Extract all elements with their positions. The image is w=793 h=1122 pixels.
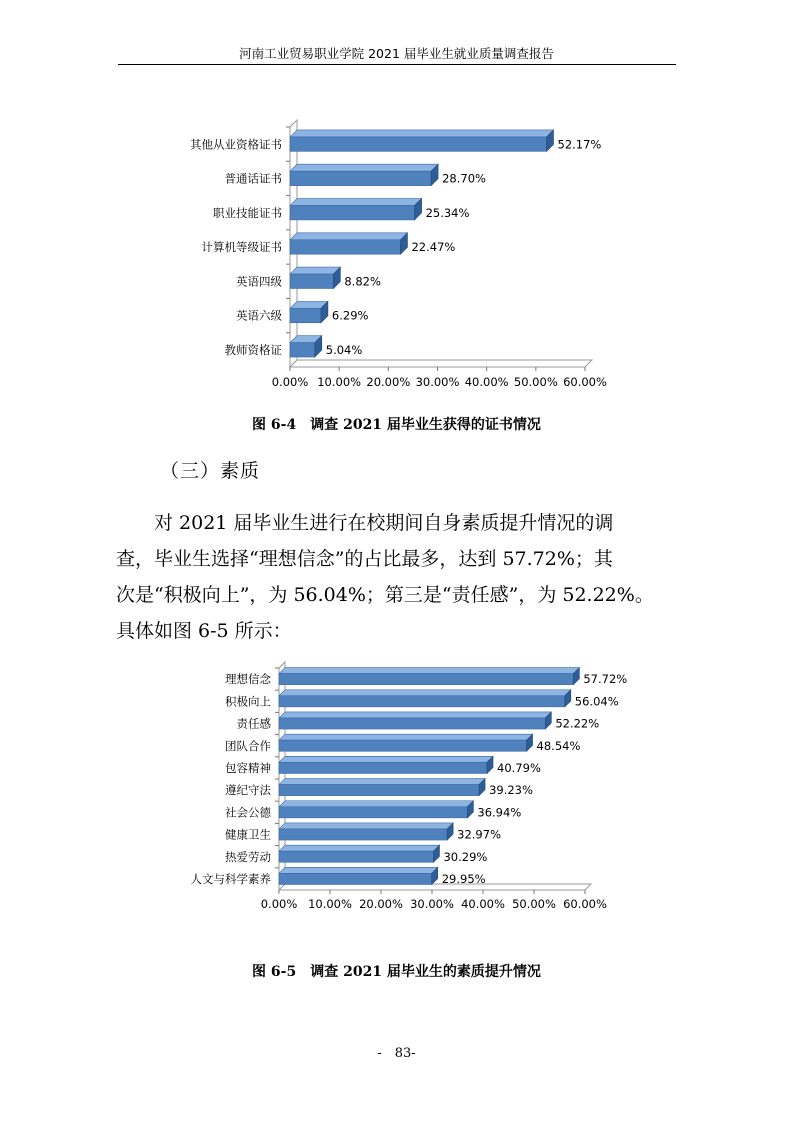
value-label: 48.54% (536, 738, 581, 753)
bar (279, 696, 565, 707)
value-label: 40.79% (497, 761, 541, 776)
value-label: 32.97% (457, 827, 502, 842)
bar (290, 343, 315, 357)
value-label: 39.23% (489, 783, 533, 798)
header-rule (118, 64, 676, 65)
paragraph-line: 次是“积极向上”，为 56.04%；第三是“责任感”，为 52.22%。 (116, 584, 654, 606)
x-tick-label: 30.00% (415, 375, 460, 389)
category-label: 理想信念 (225, 672, 271, 687)
value-label: 52.17% (557, 137, 602, 152)
value-label: 52.22% (555, 716, 600, 731)
category-label: 积极向上 (225, 694, 271, 709)
bar-top-face (290, 164, 438, 171)
x-tick-label: 0.00% (260, 897, 298, 911)
bar (279, 851, 433, 862)
category-label: 英语六级 (236, 308, 282, 323)
paragraph-line: 具体如图 6-5 所示： (116, 620, 292, 642)
paragraph-line: 对 2021 届毕业生进行在校期间自身素质提升情况的调 (116, 512, 614, 534)
value-label: 30.29% (443, 849, 488, 864)
bar (279, 873, 432, 884)
x-tick-label: 10.00% (317, 375, 362, 389)
certificate-chart (0, 115, 793, 400)
bar-top-face (279, 823, 453, 829)
bar-top-face (279, 779, 485, 785)
bar (290, 171, 431, 185)
section-heading: （三）素质 (160, 460, 261, 482)
category-label: 遵纪守法 (225, 783, 271, 798)
category-label: 其他从业资格证书 (190, 137, 282, 152)
x-tick-label: 40.00% (461, 897, 505, 911)
running-header: 河南工业贸易职业学院 2021 届毕业生就业质量调查报告 (239, 46, 554, 61)
x-tick-label: 30.00% (410, 897, 454, 911)
page-number: - 83- (377, 1046, 416, 1061)
bar-top-face (290, 267, 340, 274)
paragraph-line: 查，毕业生选择“理想信念”的占比最多，达到 57.72%；其 (116, 548, 613, 570)
figure-6-4-caption: 图 6-4 调查 2021 届毕业生获得的证书情况 (252, 417, 541, 433)
quality-chart (0, 660, 793, 925)
bar-top-face (279, 734, 533, 740)
category-label: 责任感 (236, 716, 271, 731)
bar-top-face (290, 199, 422, 206)
category-label: 计算机等级证书 (201, 240, 282, 255)
bar-top-face (279, 712, 551, 718)
body-paragraph (116, 505, 686, 649)
x-tick-label: 20.00% (366, 375, 411, 389)
category-label: 团队合作 (225, 738, 271, 753)
bar-top-face (279, 845, 439, 851)
category-label: 包容精神 (225, 761, 271, 776)
quality-chart-svg (0, 660, 793, 925)
axis-floor (279, 884, 591, 890)
bar (290, 137, 547, 151)
category-label: 社会公德 (225, 805, 271, 820)
value-label: 6.29% (331, 308, 369, 323)
value-label: 28.70% (442, 171, 486, 186)
bar (290, 274, 333, 288)
value-label: 8.82% (344, 274, 381, 289)
figure-6-5-caption: 图 6-5 调查 2021 届毕业生的素质提升情况 (252, 964, 541, 980)
value-label: 57.72% (583, 672, 628, 687)
value-label: 5.04% (325, 342, 363, 357)
bar (279, 762, 487, 773)
x-tick-label: 60.00% (563, 897, 607, 911)
category-label: 健康卫生 (225, 827, 271, 842)
value-label: 36.94% (477, 805, 522, 820)
bar (279, 674, 573, 685)
bar (279, 718, 545, 729)
certificate-chart-svg (0, 115, 793, 400)
x-tick-label: 50.00% (513, 375, 558, 389)
bar (290, 240, 400, 254)
bar (279, 807, 467, 818)
value-label: 25.34% (425, 205, 470, 220)
bar-top-face (290, 233, 407, 240)
bar-top-face (279, 668, 579, 674)
bar (279, 740, 527, 751)
axis-floor (290, 360, 592, 367)
category-label: 教师资格证 (224, 342, 282, 357)
bar-top-face (279, 867, 438, 873)
x-tick-label: 10.00% (308, 897, 352, 911)
bar (279, 785, 479, 796)
value-label: 22.47% (411, 240, 456, 255)
category-label: 热爱劳动 (225, 849, 271, 864)
x-tick-label: 40.00% (464, 375, 509, 389)
category-label: 人文与科学素养 (190, 872, 271, 887)
bar-top-face (279, 756, 493, 762)
category-label: 普通话证书 (224, 171, 282, 186)
x-tick-label: 0.00% (271, 375, 309, 389)
x-tick-label: 60.00% (563, 375, 607, 389)
x-tick-label: 50.00% (512, 897, 556, 911)
bar (290, 206, 415, 220)
value-label: 29.95% (441, 872, 486, 887)
x-tick-label: 20.00% (359, 897, 403, 911)
bar (279, 829, 447, 840)
bar-top-face (290, 130, 554, 137)
bar (290, 308, 321, 322)
bar-top-face (279, 690, 571, 696)
bar-top-face (279, 801, 473, 807)
value-label: 56.04% (574, 694, 619, 709)
category-label: 英语四级 (236, 274, 282, 289)
category-label: 职业技能证书 (213, 205, 282, 220)
